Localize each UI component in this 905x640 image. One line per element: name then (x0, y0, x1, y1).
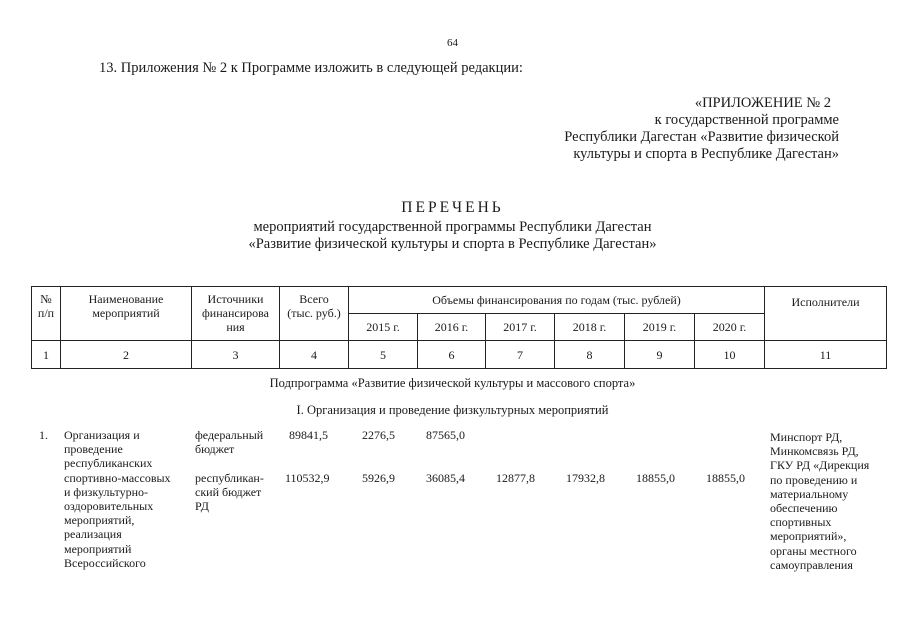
year-2020-value: 18855,0 (706, 471, 745, 485)
header-year: 2020 г. (695, 314, 765, 341)
column-number: 8 (555, 341, 625, 369)
section-heading: I. Организация и проведение физкультурных мероприятий (296, 403, 609, 417)
header-year: 2019 г. (625, 314, 695, 341)
subtitle-line: «Развитие физической культуры и спорта в Республике Дагестан» (248, 236, 657, 252)
program-table-header (31, 286, 887, 369)
header-year: 2016 г. (418, 314, 486, 341)
funding-source-regional: республикан- ский бюджет РД (195, 471, 264, 514)
header-year: 2017 г. (486, 314, 555, 341)
column-number: 11 (765, 341, 887, 369)
year-2017-value: 12877,8 (496, 471, 535, 485)
year-2015-value: 2276,5 (362, 428, 395, 442)
total-value: 89841,5 (289, 428, 328, 442)
appendix-line: культуры и спорта в Республике Дагестан» (573, 146, 839, 162)
column-number: 2 (61, 341, 192, 369)
funding-source-federal: федеральный бюджет (195, 428, 264, 457)
document-title: ПЕРЕЧЕНЬ (401, 199, 504, 216)
column-number: 5 (349, 341, 418, 369)
page-number: 64 (447, 37, 458, 49)
document-subtitle (0, 219, 905, 253)
header-sources: Источники финансирова ния (192, 287, 280, 341)
year-2019-value: 18855,0 (636, 471, 675, 485)
total-value: 110532,9 (285, 471, 330, 485)
subtitle-line: мероприятий государственной программы Республики Дагестан (253, 219, 652, 235)
column-number: 9 (625, 341, 695, 369)
row-number: 1. (39, 428, 48, 442)
column-number: 1 (32, 341, 61, 369)
column-number: 7 (486, 341, 555, 369)
appendix-line: «ПРИЛОЖЕНИЕ № 2 (694, 95, 831, 111)
column-number: 4 (280, 341, 349, 369)
year-2018-value: 17932,8 (566, 471, 605, 485)
header-yearly-group: Объемы финансирования по годам (тыс. рублей) (349, 287, 765, 314)
header-year: 2015 г. (349, 314, 418, 341)
year-2015-value: 5926,9 (362, 471, 395, 485)
appendix-line: Республики Дагестан «Развитие физической (564, 129, 839, 145)
header-num: № п/п (32, 287, 61, 341)
appendix-heading (564, 95, 839, 163)
header-total: Всего (тыс. руб.) (280, 287, 349, 341)
measure-name: Организация и проведение республиканских спортивно-массовых и физкультурно- оздоровительных мероприятий, реализация мероприятий Всероссийского (64, 428, 171, 570)
column-number: 3 (192, 341, 280, 369)
year-2016-value: 36085,4 (426, 471, 465, 485)
subprogram-heading: Подпрограмма «Развитие физической культуры и массового спорта» (269, 376, 636, 390)
appendix-line: к государственной программе (654, 112, 839, 128)
year-2016-value: 87565,0 (426, 428, 465, 442)
amendment-intro: 13. Приложения № 2 к Программе изложить в следующей редакции: (99, 60, 523, 76)
column-number: 6 (418, 341, 486, 369)
header-name: Наименование мероприятий (61, 287, 192, 341)
column-number: 10 (695, 341, 765, 369)
header-executors: Исполнители (765, 287, 887, 341)
executors: Минспорт РД, Минкомсвязь РД, ГКУ РД «Дирекция по проведению и материальному обеспечению спортивных мероприятий», органы местного самоуправления (770, 430, 870, 572)
header-year: 2018 г. (555, 314, 625, 341)
